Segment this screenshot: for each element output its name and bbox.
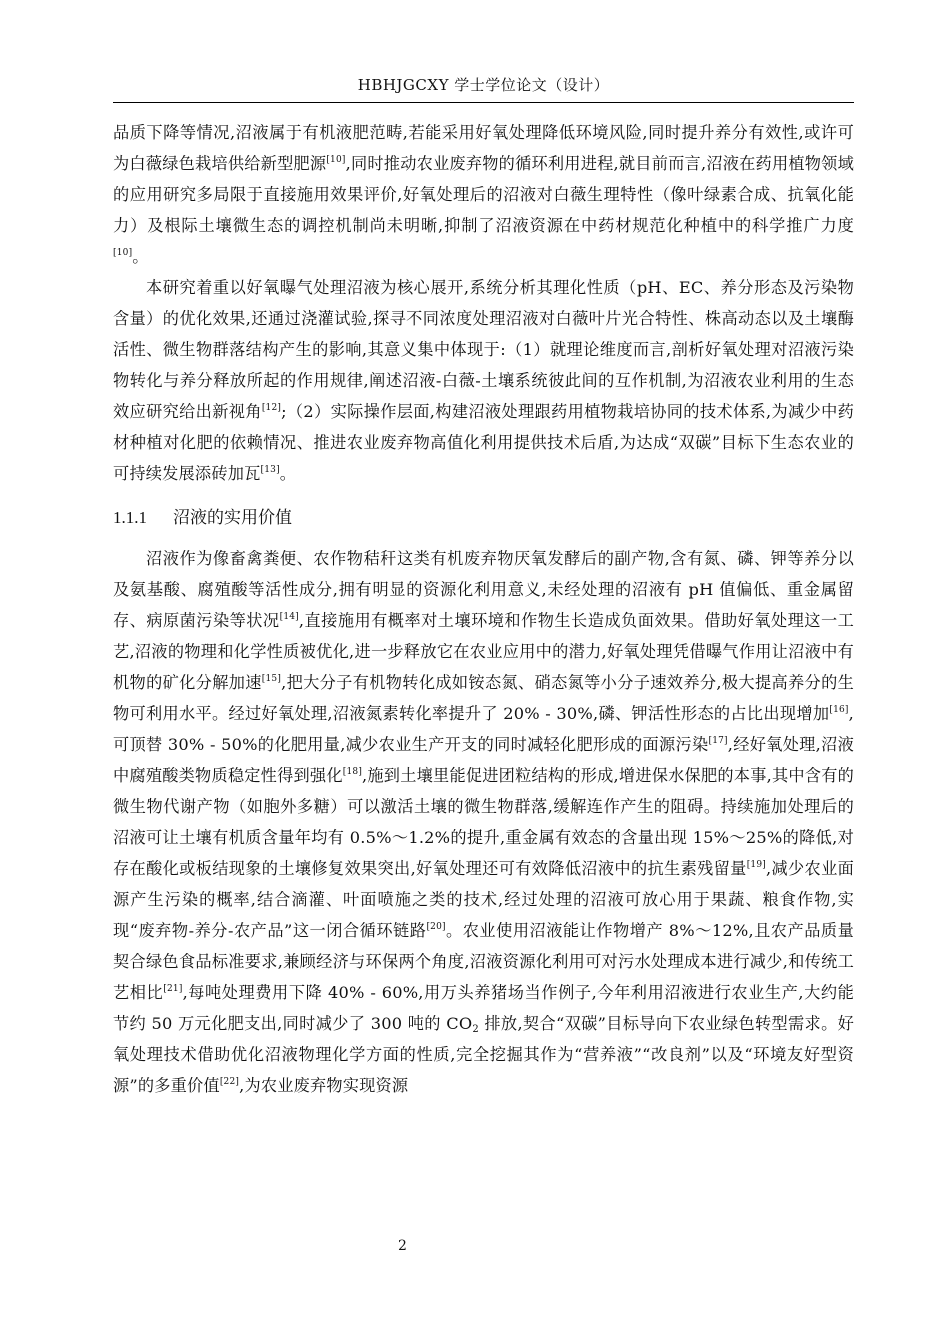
text-run: ,把大分子有机物转化成如铵态氮、硝态氮等小分子速效养分,极大提高养分的生物可利用水平。经过好氧处理,沼液氮素转化率提升了 20% - 30%,磷、钾活性形态的占比出现增加 — [113, 673, 854, 723]
text-run: 。 — [279, 464, 297, 483]
paragraph-3 — [113, 543, 854, 1101]
text-run: ,可顶替 30% - 50%的化肥用量,减少农业生产开支的同时减轻化肥形成的面源污染 — [113, 704, 854, 754]
text-run: 。 — [132, 247, 149, 266]
header-rule — [113, 102, 854, 103]
text-run: ,每吨处理费用下降 40% - 60%,用万头养猪场当作例子,今年利用沼液进行农业生产,大约能节约 50 万元化肥支出,同时减少了 300 吨的 CO — [113, 983, 854, 1033]
citation: [13] — [260, 465, 280, 475]
text-run: 品质下降等情况,沼液属于有机液肥范畴,若能采用好氧处理降低环境风险,同时提升养分有效性,或许可为白薇绿色栽培供给新型肥源 — [113, 123, 854, 173]
text-run: 本研究着重以好氧曝气处理沼液为核心展开,系统分析其理化性质（pH、EC、养分形态及污染物含量）的优化效果,还通过浇灌试验,探寻不同浓度处理沼液对白薇叶片光合特性、株高动态以及土壤酶活性、微生物群落结构产生的影响,其意义集中体现于:（1）就理论维度而言,剖析好氧处理对沼液污染物转化与养分释放所起的作用规律,阐述沼液-白薇-土壤系统彼此间的互作机制,为沼液农业利用的生态效应研究给出新视角 — [113, 278, 854, 421]
citation: [19] — [746, 860, 766, 870]
page-number: 2 — [398, 1238, 407, 1254]
citation: [16] — [829, 705, 849, 715]
text-run: ,经好氧处理,沼液中腐殖酸类物质稳定性得到强化 — [113, 735, 855, 785]
page-header: HBHJGCXY 学士学位论文（设计） — [357, 76, 610, 94]
text-run: 沼液作为像畜禽粪便、农作物秸秆这类有机废弃物厌氧发酵后的副产物,含有氮、磷、钾等养分以及氨基酸、腐殖酸等活性成分,拥有明显的资源化利用意义,未经处理的沼液有 pH 值偏低、重金属留存、病原菌污染等状况 — [113, 549, 854, 630]
text-run: ,减少农业面源产生污染的概率,结合滴灌、叶面喷施之类的技术,经过处理的沼液可放心用于果蔬、粮食作物,实现“废弃物-养分-农产品”这一闭合循环链路 — [113, 859, 854, 940]
section-title: 沼液的实用价值 — [173, 508, 292, 528]
citation: [18] — [342, 767, 363, 777]
citation: [12] — [261, 403, 282, 413]
citation: [21] — [163, 984, 183, 994]
section-heading — [113, 503, 854, 533]
text-run: ,直接施用有概率对土壤环境和作物生长造成负面效果。借助好氧处理这一工艺,沼液的物理和化学性质被优化,进一步释放它在农业应用中的潜力,好氧处理凭借曝气作用让沼液中有机物的矿化分解加速 — [113, 611, 855, 692]
subscript: 2 — [472, 1024, 479, 1035]
citation: [10] — [326, 155, 346, 165]
section-number: 1.1.1 — [113, 508, 147, 527]
citation: [15] — [261, 674, 282, 684]
text-run: ,为农业废弃物实现资源 — [239, 1076, 409, 1095]
citation: [20] — [426, 922, 446, 932]
citation: [14] — [279, 612, 299, 622]
text-run: ;（2）实际操作层面,构建沼液处理跟药用植物栽培协同的技术体系,为减少中药材种植对化肥的依赖情况、推进农业废弃物高值化利用提供技术后盾,为达成“双碳”目标下生态农业的可持续发展添砖加瓦 — [113, 402, 854, 483]
text-run: 排放,契合“双碳”目标导向下农业绿色转型需求。好氧处理技术借助优化沼液物理化学方面的性质,完全挖掘其作为“营养液”“改良剂”以及“环境友好型资源”的多重价值 — [113, 1014, 855, 1095]
paragraph-1 — [113, 117, 854, 272]
text-run: ,同时推动农业废弃物的循环利用进程,就目前而言,沼液在药用植物领域的应用研究多局限于直接施用效果评价,好氧处理后的沼液对白薇生理特性（像叶绿素合成、抗氧化能力）及根际土壤微生态的调控机制尚未明晰,抑制了沼液资源在中药材规范化种植中的科学推广力度 — [113, 154, 854, 235]
citation: [17] — [708, 736, 728, 746]
text-run: 。农业使用沼液能让作物增产 8%～12%,且农产品质量契合绿色食品标准要求,兼顾经济与环保两个角度,沼液资源化利用可对污水处理成本进行减少,和传统工艺相比 — [113, 921, 854, 1002]
page-body — [113, 117, 854, 1101]
citation: [10] — [113, 248, 133, 258]
citation: [22] — [219, 1077, 240, 1087]
text-run: ,施到土壤里能促进团粒结构的形成,增进保水保肥的本事,其中含有的微生物代谢产物（如胞外多糖）可以激活土壤的微生物群落,缓解连作产生的阻碍。持续施加处理后的沼液可让土壤有机质含量年均有 0.5%～1.2%的提升,重金属有效态的含量出现 15%～25%的降低,对存在酸化或板结现象的土壤修复效果突出,好氧处理还可有效降低沼液中的抗生素残留量 — [113, 766, 854, 878]
paragraph-2 — [113, 272, 854, 489]
